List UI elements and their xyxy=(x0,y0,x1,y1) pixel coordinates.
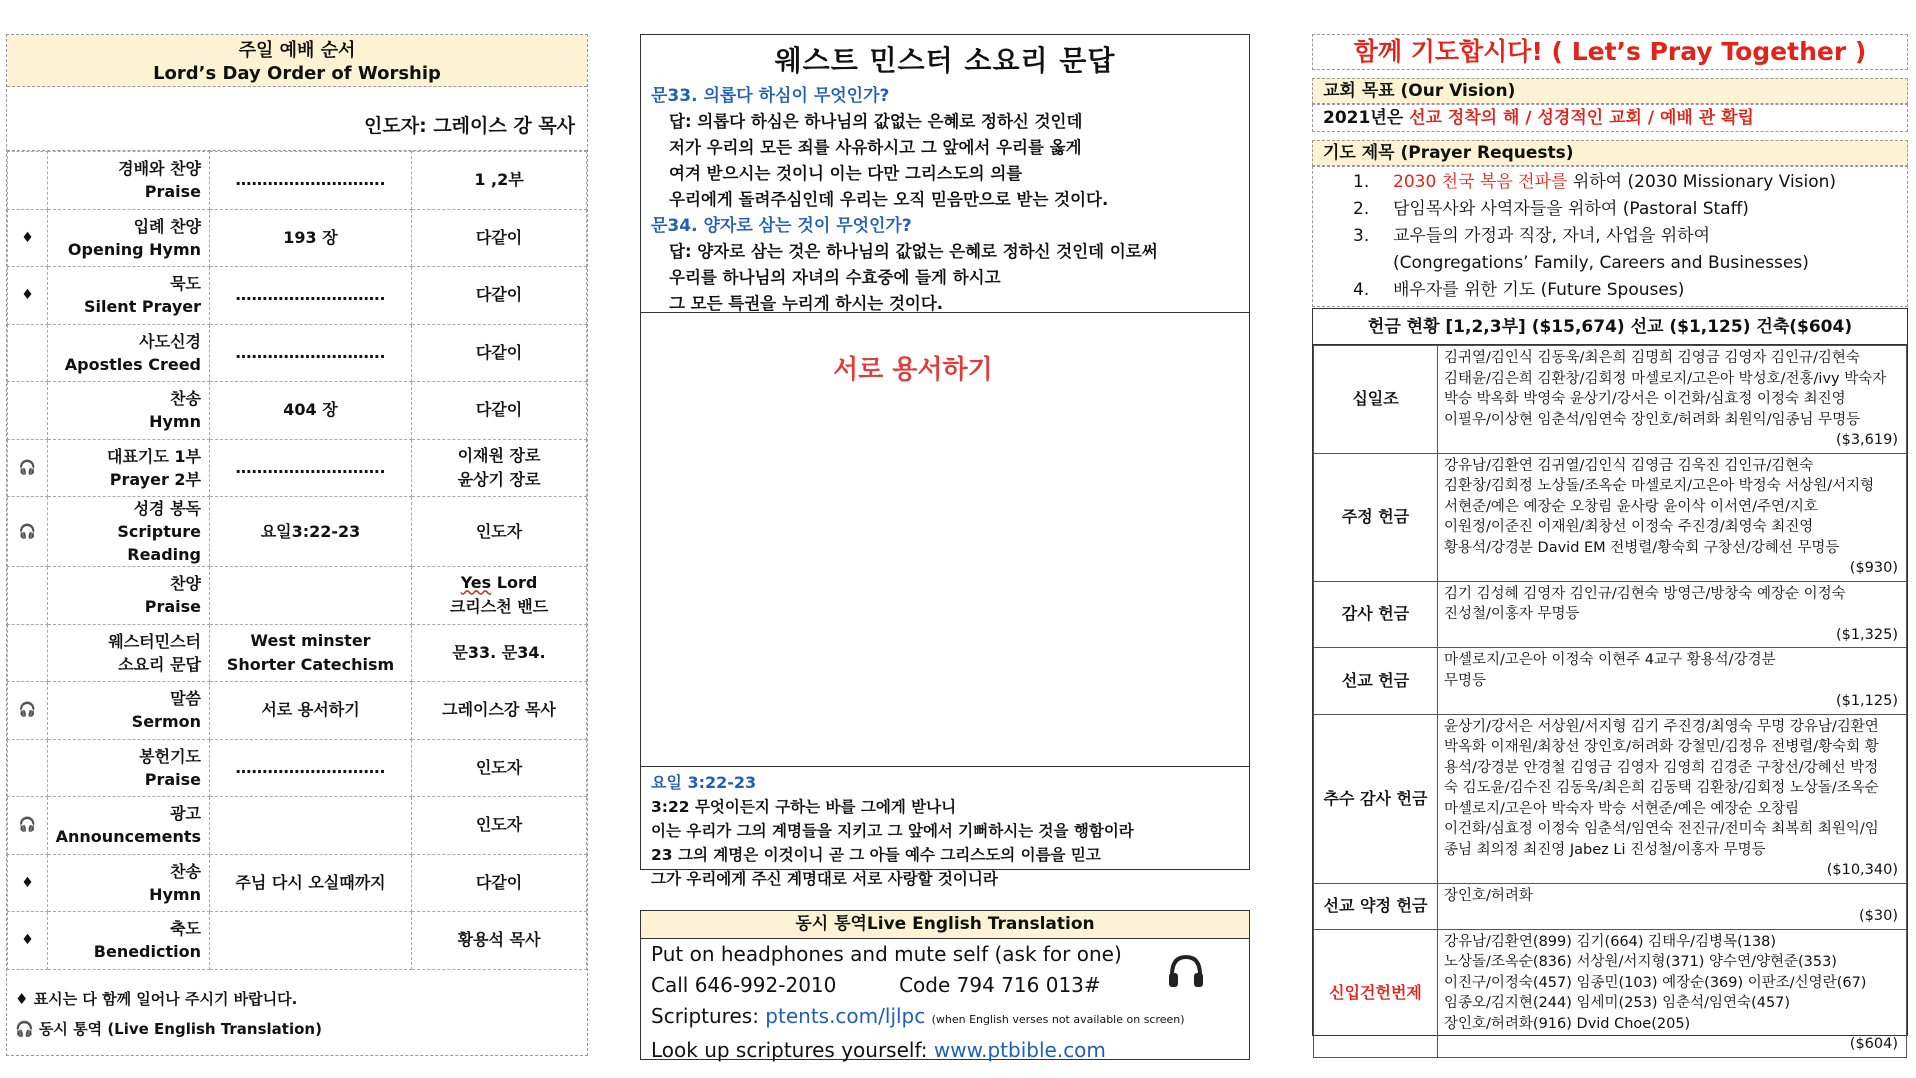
order-detail-line: ………………………. xyxy=(235,342,386,362)
order-detail-line: 주님 다시 오실때까지 xyxy=(235,872,386,892)
vision-label: 교회 목표 (Our Vision) xyxy=(1312,78,1908,104)
bible-link[interactable]: www.ptbible.com xyxy=(933,1038,1106,1062)
scripture-line: 이는 우리가 그의 계명들을 지키고 그 앞에서 기뻐하시는 것을 행함이라 xyxy=(651,822,1134,840)
leader-line: 인도자: 그레이스 강 목사 xyxy=(7,87,587,151)
icon-cell xyxy=(8,624,48,682)
order-item-detail xyxy=(210,682,412,740)
order-item-detail xyxy=(210,854,412,912)
answer-line: 여겨 받으시는 것이니 이는 다만 그리스도의 의를 xyxy=(669,164,1023,183)
order-row xyxy=(8,152,587,210)
order-item-ko: 사도신경 xyxy=(139,331,201,351)
order-item-ko: 광고 xyxy=(170,804,201,824)
request-3-en: (Congregations’ Family, Careers and Businesses) xyxy=(1393,253,1809,273)
catechism-panel xyxy=(640,34,1250,888)
order-row xyxy=(8,912,587,970)
offering-names xyxy=(1438,714,1907,883)
order-item-leader xyxy=(412,209,587,267)
offering-name-line: 황용석/강경분 David EM 전병렬/황숙회 구창선/강혜선 무명등 xyxy=(1444,539,1840,556)
order-detail-line: ………………………. xyxy=(235,757,386,777)
translation-panel xyxy=(640,910,1250,1060)
order-item-ko: 찬송 xyxy=(170,861,201,881)
order-table xyxy=(7,151,587,970)
order-item-name xyxy=(48,382,210,440)
order-leader-line: 다같이 xyxy=(475,227,523,247)
offering-name-line: 서현준/예은 예장순 오창림 윤사랑 윤이삭 이서연/주연/지호 xyxy=(1444,498,1818,515)
offering-name-line: 이건화/심효정 이정숙 임춘석/임연숙 전진규/전미숙 최복희 최원익/임 xyxy=(1444,821,1879,837)
order-leader-line: 다같이 xyxy=(475,872,523,892)
answer-34 xyxy=(651,239,1239,317)
order-detail-line: ………………………. xyxy=(235,457,386,477)
order-row xyxy=(8,797,587,855)
order-item-ko: 입례 찬양 xyxy=(133,216,201,236)
order-item-leader xyxy=(412,439,587,497)
offering-name-line: 종님 최의정 최진영 Jabez Li 진성철/이홍자 무명등 xyxy=(1444,841,1766,858)
order-leader-word: Lord xyxy=(491,573,538,593)
translation-note: 🎧 동시 통역 (Live English Translation) xyxy=(15,1019,322,1038)
order-item-detail xyxy=(210,912,412,970)
order-item-name xyxy=(48,739,210,797)
offering-name-line: 무명등 xyxy=(1444,672,1487,689)
scripture-text xyxy=(651,795,1239,891)
headphone-icon: 🎧 xyxy=(8,682,48,740)
order-item-leader xyxy=(412,682,587,740)
translation-title: 동시 통역Live English Translation xyxy=(641,911,1249,939)
offering-amount: ($3,619) xyxy=(1835,432,1898,448)
offering-name-line: 마셀로지/고은아 이정숙 이현주 4교구 황용석/강경분 xyxy=(1444,652,1776,668)
offering-row xyxy=(1314,346,1907,454)
request-2: 2. 담임목사와 사역자들을 위하여 (Pastoral Staff) xyxy=(1353,199,1749,219)
order-leader-word: Yes xyxy=(460,573,492,593)
order-item-en: Benediction xyxy=(93,942,201,962)
offering-amount: ($930) xyxy=(1849,560,1898,576)
scriptures-link[interactable]: ptents.com/ljlpc xyxy=(765,1004,926,1028)
order-row xyxy=(8,209,587,267)
offering-name-line: 강유남/김환연(899) 김기(664) 김태우/김병목(138) xyxy=(1444,933,1777,950)
offering-name-line: 이원정/이준진 이재원/최창선 이정숙 주진경/최영숙 최진영 xyxy=(1444,519,1814,535)
order-item-ko: 찬양 xyxy=(170,574,201,594)
order-item-detail xyxy=(210,152,412,210)
sermon-title: 서로 용서하기 xyxy=(833,355,993,385)
offering-category: 신입건헌번제 xyxy=(1314,929,1438,1057)
offering-category: 십일조 xyxy=(1314,346,1438,454)
order-leader-line: 인도자 xyxy=(475,521,523,541)
order-title: 주일 예배 순서 Lord’s Day Order of Worship xyxy=(7,35,587,87)
order-leader-line xyxy=(412,571,586,595)
order-item-ko: 봉헌기도 xyxy=(139,746,201,766)
offering-name-line: 강유남/김환연 김귀열/김인식 김영금 김욱진 김인규/김현숙 xyxy=(1444,457,1814,474)
scripture-section xyxy=(641,767,1249,895)
order-item-name xyxy=(48,209,210,267)
offering-name-line: 장인호/허려화 xyxy=(1444,887,1533,904)
stand-icon: ♦ xyxy=(8,209,48,267)
offering-category: 선교 헌금 xyxy=(1314,648,1438,715)
order-item-en: Hymn xyxy=(149,412,201,432)
order-item-ko: 성경 봉독 xyxy=(133,499,201,518)
order-detail-line: ………………………. xyxy=(235,285,386,305)
translation-line1: Put on headphones and mute self (ask for one) xyxy=(651,942,1122,966)
order-item-detail xyxy=(210,267,412,325)
order-leader-line: 다같이 xyxy=(475,285,523,305)
order-item-name xyxy=(48,567,210,625)
offering-name-line: 이진구/이정숙(457) 임종민(103) 예장순(369) 이판조/신영란(67) xyxy=(1444,974,1867,991)
offering-name-line: 이필우/이상현 임춘석/임연숙 장인호/허려화 최원익/임종님 무명등 xyxy=(1444,411,1861,428)
sermon-notes-area xyxy=(641,313,1249,767)
offering-table xyxy=(1313,345,1907,1058)
prayer-panel xyxy=(1312,34,1908,307)
order-item-name xyxy=(48,267,210,325)
order-item-detail xyxy=(210,797,412,855)
prayer-title: 함께 기도합시다! ( Let’s Pray Together ) xyxy=(1312,34,1908,70)
order-item-leader xyxy=(412,567,587,625)
order-item-leader xyxy=(412,382,587,440)
headphone-icon: 🎧 xyxy=(8,439,48,497)
order-item-leader xyxy=(412,497,587,567)
order-item-detail xyxy=(210,497,412,567)
stand-note: ♦ 표시는 다 함께 일어나 주시기 바랍니다. xyxy=(15,989,298,1008)
order-leader-line: 인도자 xyxy=(475,757,523,777)
translation-scriptures: Scriptures: ptents.com/ljlpc (when English verses not available on screen) xyxy=(651,1004,1185,1028)
request-3: 3. 교우들의 가정과 직장, 자녀, 사업을 위하여 xyxy=(1353,226,1711,246)
order-leader-line: 윤상기 장로 xyxy=(457,469,541,489)
order-item-leader xyxy=(412,152,587,210)
offering-row xyxy=(1314,581,1907,648)
offering-panel xyxy=(1312,308,1908,1052)
icon-cell xyxy=(8,382,48,440)
icon-cell xyxy=(8,152,48,210)
offering-name-line: 마셀로지/고은아 박숙자 박승 서현준/예은 예장순 오창림 xyxy=(1444,800,1799,817)
offering-name-line: 노상돌/조옥순(836) 서상원/서지형(371) 양수연/양현준(353) xyxy=(1444,954,1837,970)
offering-amount: ($604) xyxy=(1849,1036,1898,1052)
offering-category: 선교 약정 헌금 xyxy=(1314,883,1438,929)
scripture-line: 3:22 무엇이든지 구하는 바를 그에게 받나니 xyxy=(651,798,957,816)
question-34: 문34. 양자로 삼는 것이 무엇인가? xyxy=(651,216,912,236)
offering-names xyxy=(1438,453,1907,581)
translation-lookup: Look up scriptures yourself: www.ptbible.com xyxy=(651,1038,1106,1062)
offering-category: 감사 헌금 xyxy=(1314,581,1438,648)
answer-line: 우리를 하나님의 자녀의 수효중에 들게 하시고 xyxy=(669,268,1001,287)
offering-name-line: 김기 김성혜 김영자 김인규/김현숙 방영근/방창숙 예장순 이정숙 xyxy=(1444,585,1846,602)
icon-cell xyxy=(8,567,48,625)
order-item-detail xyxy=(210,324,412,382)
order-leader-line: 인도자 xyxy=(475,815,523,835)
scripture-ref: 요일 3:22-23 xyxy=(651,773,757,792)
order-row xyxy=(8,854,587,912)
order-item-en: Praise xyxy=(144,182,201,202)
order-item-name xyxy=(48,324,210,382)
icon-cell xyxy=(8,739,48,797)
answer-33 xyxy=(651,109,1239,213)
stand-icon: ♦ xyxy=(8,267,48,325)
order-item-ko: 묵도 xyxy=(170,274,201,294)
order-item-en: Praise xyxy=(144,769,201,789)
order-item-en: Praise xyxy=(144,597,201,617)
order-detail-line: ………………………. xyxy=(235,170,386,190)
offering-row xyxy=(1314,883,1907,929)
offering-name-line: 김환창/김회정 노상돌/조옥순 마셀로지/고은아 박정숙 서상원/서지형 xyxy=(1444,478,1875,494)
order-item-name xyxy=(48,912,210,970)
order-item-detail xyxy=(210,209,412,267)
order-row xyxy=(8,382,587,440)
order-row xyxy=(8,567,587,625)
headphone-icon: 🎧 xyxy=(8,497,48,567)
headphone-icon: 🎧 xyxy=(15,1019,34,1038)
order-item-en: Sermon xyxy=(131,712,201,732)
offering-names xyxy=(1438,648,1907,715)
order-item-en: Scripture Reading xyxy=(117,522,201,564)
answer-line: 저가 우리의 모든 죄를 사유하시고 그 앞에서 우리를 옳게 xyxy=(669,138,1082,157)
order-item-leader xyxy=(412,797,587,855)
offering-category: 추수 감사 헌금 xyxy=(1314,714,1438,883)
offering-row xyxy=(1314,929,1907,1057)
offering-row xyxy=(1314,714,1907,883)
order-item-leader xyxy=(412,739,587,797)
offering-name-line: 장인호/허려화(916) Dvid Choe(205) xyxy=(1444,1015,1691,1032)
order-row xyxy=(8,739,587,797)
order-row xyxy=(8,267,587,325)
order-item-detail xyxy=(210,567,412,625)
answer-line: 답: 의롭다 하심은 하나님의 값없는 은혜로 정하신 것인데 xyxy=(669,112,1083,131)
offering-amount: ($30) xyxy=(1859,908,1898,924)
order-item-leader xyxy=(412,624,587,682)
icon-cell xyxy=(8,324,48,382)
order-item-ko: 축도 xyxy=(170,919,201,939)
offering-names xyxy=(1438,581,1907,648)
order-item-ko: 경배와 찬양 xyxy=(118,159,201,179)
offering-name-line: 김태윤/김은희 김환창/김회정 마셀로지/고은아 박성호/전홍/ivy 박숙자 xyxy=(1444,370,1887,387)
offering-name-line: 박옥화 이재원/최창선 장인호/허려화 강철민/김정유 전병렬/황숙회 황 xyxy=(1444,739,1879,755)
offering-names xyxy=(1438,346,1907,454)
order-leader-line: 그레이스강 목사 xyxy=(442,700,556,720)
order-item-name xyxy=(48,624,210,682)
order-item-name xyxy=(48,439,210,497)
order-leader-line: 크리스천 밴드 xyxy=(449,597,549,617)
order-item-leader xyxy=(412,854,587,912)
offering-name-line: 박승 박옥화 박영숙 윤상기/강서은 이건화/심효정 이정숙 최진영 xyxy=(1444,391,1846,407)
scripture-line: 그가 우리에게 주신 계명대로 서로 사랑할 것이니라 xyxy=(651,870,998,888)
order-item-name xyxy=(48,497,210,567)
order-item-ko: 찬송 xyxy=(170,389,201,409)
order-detail-line: 서로 용서하기 xyxy=(261,700,360,720)
order-item-leader xyxy=(412,267,587,325)
order-item-name xyxy=(48,854,210,912)
order-detail-line: Shorter Catechism xyxy=(226,654,395,674)
request-4: 4. 배우자를 위한 기도 (Future Spouses) xyxy=(1353,280,1685,300)
order-item-ko: 웨스터민스터 xyxy=(108,631,201,651)
offering-row xyxy=(1314,648,1907,715)
request-1: 1. 2030 천국 복음 전파를 위하여 (2030 Missionary Vision) xyxy=(1353,172,1837,192)
order-item-en: Apostles Creed xyxy=(64,354,201,374)
order-item-leader xyxy=(412,324,587,382)
order-item-en: Hymn xyxy=(149,884,201,904)
order-item-en: Prayer 2부 xyxy=(109,469,201,489)
order-item-en: Silent Prayer xyxy=(83,297,201,317)
offering-amount: ($1,325) xyxy=(1835,626,1898,643)
answer-line: 우리에게 돌려주심인데 우리는 오직 믿음만으로 받는 것이다. xyxy=(669,190,1109,209)
offering-category: 주정 헌금 xyxy=(1314,453,1438,581)
order-item-name xyxy=(48,682,210,740)
offering-names xyxy=(1438,929,1907,1057)
order-of-worship-panel xyxy=(6,34,588,1056)
offering-amount: ($10,340) xyxy=(1826,862,1898,878)
order-detail-line: West minster xyxy=(250,630,371,650)
order-row xyxy=(8,497,587,567)
headphone-icon: 🎧 xyxy=(8,797,48,855)
offering-name-line: 진성철/이홍자 무명등 xyxy=(1444,606,1580,622)
stand-icon: ♦ xyxy=(8,854,48,912)
order-leader-line: 1 ,2부 xyxy=(474,170,524,190)
order-item-detail xyxy=(210,439,412,497)
headphone-icon xyxy=(1166,951,1206,991)
offering-name-line: 임종오/김지현(244) 임세미(253) 임춘석/임연숙(457) xyxy=(1444,995,1791,1011)
stand-icon: ♦ xyxy=(15,989,29,1008)
stand-icon: ♦ xyxy=(8,912,48,970)
offering-header: 헌금 현황 [1,2,3부] ($15,674) 선교 ($1,125) 건축($604) xyxy=(1313,309,1907,345)
vision-line: 2021년은 선교 정착의 해 / 성경적인 교회 / 예배 관 확립 xyxy=(1312,104,1908,132)
order-item-ko: 말씀 xyxy=(170,689,201,709)
answer-line: 그 모든 특권을 누리게 하시는 것이다. xyxy=(669,294,944,313)
order-detail-line: 요일3:22-23 xyxy=(260,521,361,541)
scripture-line: 23 그의 계명은 이것이니 곧 그 아들 예수 그리스도의 이름을 믿고 xyxy=(651,846,1101,864)
order-item-en: 소요리 문답 xyxy=(118,654,201,674)
offering-name-line: 김귀열/김인식 김동욱/최은희 김명희 김영금 김영자 김인규/김현숙 xyxy=(1444,350,1860,366)
order-detail-line: 193 장 xyxy=(283,227,338,247)
order-notes xyxy=(7,970,587,1044)
catechism-title: 웨스트 민스터 소요리 문답 xyxy=(774,44,1116,77)
order-item-en: Opening Hymn xyxy=(67,239,201,259)
order-item-detail xyxy=(210,382,412,440)
offering-name-line: 용석/강경분 안경철 김영금 김영자 김영희 김경준 구창선/강혜선 박정 xyxy=(1444,759,1879,776)
translation-call: Call 646-992-2010 Code 794 716 013# xyxy=(651,973,1101,997)
order-leader-line: 다같이 xyxy=(475,342,523,362)
order-row xyxy=(8,324,587,382)
order-item-detail xyxy=(210,739,412,797)
question-33: 문33. 의롭다 하심이 무엇인가? xyxy=(651,86,890,106)
order-detail-line: 404 장 xyxy=(283,400,338,420)
order-row xyxy=(8,682,587,740)
order-item-en: Announcements xyxy=(55,827,201,847)
offering-name-line: 윤상기/강서은 서상원/서지형 김기 주진경/최영숙 무명 강유남/김환연 xyxy=(1444,718,1879,735)
order-leader-line: 이재원 장로 xyxy=(457,445,541,465)
offering-names xyxy=(1438,883,1907,929)
offering-amount: ($1,125) xyxy=(1835,693,1898,709)
order-item-name xyxy=(48,797,210,855)
order-leader-line: 황용석 목사 xyxy=(457,930,541,950)
order-row xyxy=(8,624,587,682)
order-item-name xyxy=(48,152,210,210)
offering-row xyxy=(1314,453,1907,581)
order-item-leader xyxy=(412,912,587,970)
order-item-detail xyxy=(210,624,412,682)
requests-list xyxy=(1312,166,1908,307)
catechism-section xyxy=(641,35,1249,313)
order-row xyxy=(8,439,587,497)
order-leader-line: 다같이 xyxy=(475,400,523,420)
answer-line: 답: 양자로 삼는 것은 하나님의 값없는 은혜로 정하신 것인데 이로써 xyxy=(669,242,1158,261)
order-item-ko: 대표기도 1부 xyxy=(107,446,201,466)
order-leader-line: 문33. 문34. xyxy=(452,642,546,662)
offering-name-line: 숙 김도윤/김수진 김동욱/최은희 김동택 김환창/김회정 노상돌/조옥순 xyxy=(1444,780,1879,796)
requests-label: 기도 제목 (Prayer Requests) xyxy=(1312,140,1908,166)
